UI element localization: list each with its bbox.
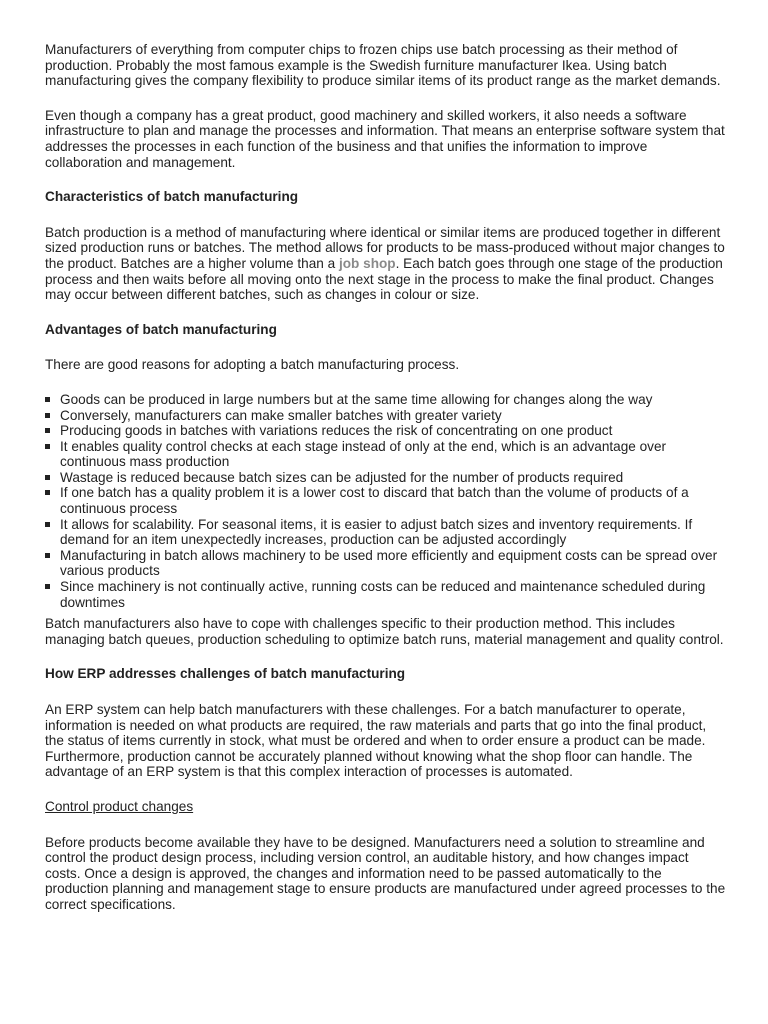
control-paragraph: Before products become available they have to be designed. Manufacturers need a solution to streamline and control the product design process, including version control, an auditable history, and how changes impact costs. Once a design is approved, the changes and information need to be passed automatically to the production planning and management stage to ensure products are manufactured under agreed processes to the correct specifications. xyxy=(45,834,726,912)
bullet-icon xyxy=(45,413,50,418)
list-item-text: Manufacturing in batch allows machinery to be used more efficiently and equipment costs can be spread over various products xyxy=(60,547,718,579)
list-item xyxy=(45,392,727,408)
list-item-text: It enables quality control checks at each stage instead of only at the end, which is an advantage over continuous mass production xyxy=(60,438,667,470)
list-item xyxy=(45,579,727,610)
bullet-icon xyxy=(45,584,50,589)
advantages-closing: Batch manufacturers also have to cope with challenges specific to their production method. This includes managing batch queues, production scheduling to optimize batch runs, material management and quality control. xyxy=(45,616,724,647)
list-item-text: If one batch has a quality problem it is a lower cost to discard that batch than the volume of products of a continuous process xyxy=(60,485,689,517)
list-item-text: It allows for scalability. For seasonal items, it is easier to adjust batch sizes and inventory requirements. If demand for an item unexpectedly increases, production can be adjusted accordingly xyxy=(60,516,693,548)
advantages-list xyxy=(45,392,727,610)
list-item xyxy=(45,485,727,516)
characteristics-heading: Characteristics of batch manufacturing xyxy=(45,189,299,205)
list-item xyxy=(45,423,727,439)
list-item xyxy=(45,548,727,579)
advantages-intro: There are good reasons for adopting a batch manufacturing process. xyxy=(45,357,460,373)
erp-heading: How ERP addresses challenges of batch manufacturing xyxy=(45,666,406,682)
bullet-icon xyxy=(45,522,50,527)
bullet-icon xyxy=(45,428,50,433)
list-item-text: Since machinery is not continually active, running costs can be reduced and maintenance scheduled during downtimes xyxy=(60,579,706,610)
job-shop-link[interactable]: job shop xyxy=(338,255,396,271)
characteristics-text-before-link: Batch production is a method of manufacturing where identical or similar items are produced together in different sized production runs or batches. The method allows for products to be mass-produced without major changes to the product. Batches are a higher volume than a xyxy=(45,224,725,271)
intro-paragraph-1: Manufacturers of everything from computer chips to frozen chips use batch processing as their method of production. Probably the most famous example is the Swedish furniture manufacturer Ikea. Using batch manufacturing gives the company flexibility to produce similar items of its product range as the market demands. xyxy=(45,42,721,89)
list-item-text: Producing goods in batches with variations reduces the risk of concentrating on one product xyxy=(60,423,613,439)
bullet-icon xyxy=(45,444,50,449)
list-item-text: Goods can be produced in large numbers but at the same time allowing for changes along the way xyxy=(60,391,653,407)
advantages-heading: Advantages of batch manufacturing xyxy=(45,321,277,337)
bullet-icon xyxy=(45,490,50,495)
characteristics-text-after-link: . Each batch goes through one stage of the production process and then waits before all moving onto the next stage in the process to make the final product. Changes may occur between different batches, such as changes in colour or size. xyxy=(45,255,723,303)
intro-paragraph-2: Even though a company has a great product, good machinery and skilled workers, it also needs a software infrastructure to plan and manage the processes and information. That means an enterprise software system that addresses the processes in each function of the business and that unifies the information to improve collaboration and management. xyxy=(45,107,725,170)
bullet-icon xyxy=(45,553,50,558)
control-heading: Control product changes xyxy=(45,798,194,814)
list-item xyxy=(45,470,727,486)
list-item-text: Wastage is reduced because batch sizes can be adjusted for the number of products required xyxy=(60,469,624,485)
characteristics-paragraph xyxy=(45,225,727,303)
erp-paragraph: An ERP system can help batch manufacturers with these challenges. For a batch manufacturer to operate, information is needed on what products are required, the raw materials and parts that go into the final product, the status of items currently in stock, what must be ordered and when to order ensure a product can be made. Furthermore, production cannot be accurately planned without knowing what the shop floor can handle. The advantage of an ERP system is that this complex interaction of processes is automated. xyxy=(45,702,707,780)
article-body xyxy=(45,42,727,932)
list-item-text: Conversely, manufacturers can make smaller batches with greater variety xyxy=(60,407,502,423)
list-item xyxy=(45,439,727,470)
bullet-icon xyxy=(45,397,50,402)
list-item xyxy=(45,517,727,548)
bullet-icon xyxy=(45,475,50,480)
list-item xyxy=(45,408,727,424)
